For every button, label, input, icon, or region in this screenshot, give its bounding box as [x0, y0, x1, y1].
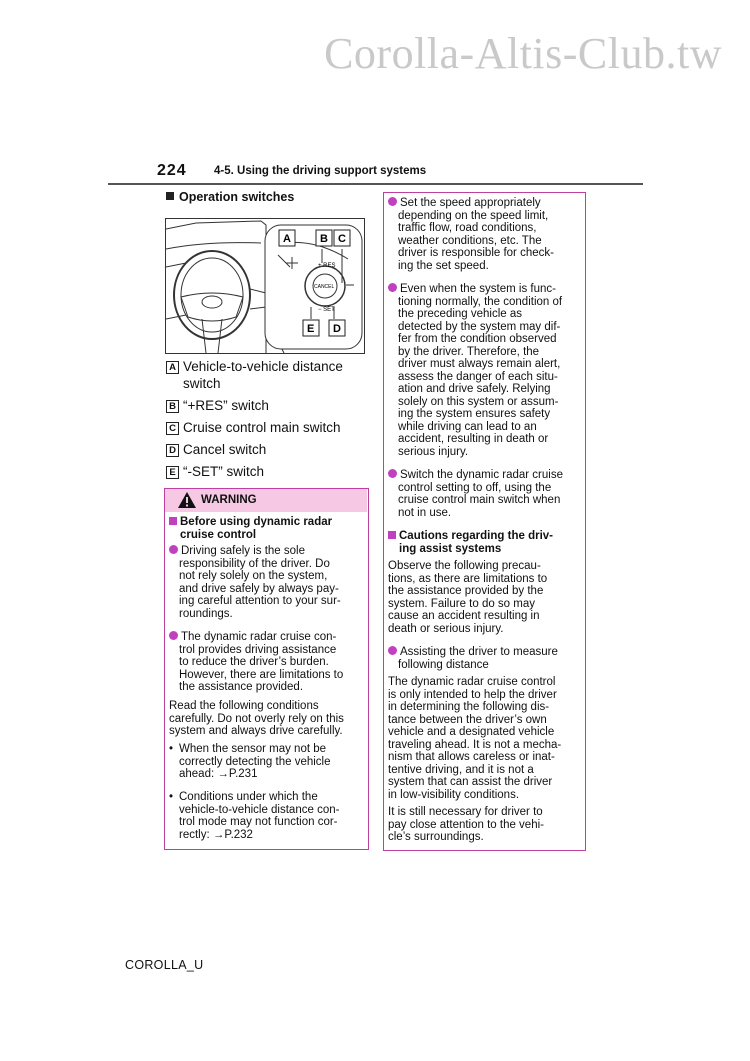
- legend-text-e: “-SET” switch: [183, 464, 264, 479]
- text-line: It is still necessary for driver to: [388, 806, 543, 818]
- text-line: system. Failure to do so may: [388, 597, 535, 610]
- legend-item-e: [166, 463, 264, 480]
- warning-header: [165, 489, 367, 512]
- circle-bullet-icon: [388, 197, 397, 206]
- text-line: ahead:: [179, 768, 215, 780]
- text-line: driver must always remain alert,: [398, 358, 561, 370]
- letter-e: E: [307, 323, 315, 335]
- warning-item-2: [169, 791, 339, 841]
- steering-wheel-illustration: [166, 219, 364, 353]
- cancel-label: CANCEL: [314, 284, 335, 290]
- text-line: system that can assist the driver: [388, 776, 553, 788]
- heading-text: Operation switches: [179, 190, 295, 204]
- legend-text-b: “+RES” switch: [183, 398, 269, 413]
- legend-letter-c: C: [166, 422, 179, 435]
- sub-heading-line: cruise control: [180, 528, 257, 541]
- text-line: serious injury.: [398, 445, 469, 458]
- square-bullet-icon: [169, 517, 177, 525]
- text-line: pay close attention to the vehi-: [388, 818, 544, 831]
- text-line: driver is responsible for check-: [398, 247, 554, 259]
- text-line: correctly detecting the vehicle: [179, 755, 331, 768]
- text-line: tions, as there are limitations to: [388, 572, 548, 585]
- arrow-right-icon: →: [212, 828, 225, 841]
- text-line: Driving safely is the sole: [181, 545, 305, 557]
- square-bullet-icon: [166, 192, 174, 200]
- text-line: Observe the following precau-: [388, 560, 541, 572]
- text-line: ation and drive safely. Relying: [398, 383, 551, 395]
- legend-letter-a: A: [166, 361, 179, 374]
- text-line: cruise control main switch when: [398, 494, 561, 506]
- text-line: nism that allows careless or inat-: [388, 751, 555, 763]
- circle-bullet-icon: [169, 631, 178, 640]
- legend-letter-b: B: [166, 400, 179, 413]
- operation-switches-heading: [166, 190, 294, 204]
- text-line: ing careful attention to your sur-: [179, 595, 341, 607]
- text-line: cle’s surroundings.: [388, 831, 484, 843]
- text-line: ing the system ensures safety: [398, 408, 551, 420]
- warning-bullet-2: [169, 631, 343, 694]
- text-line: in low-visibility conditions.: [388, 788, 520, 801]
- legend-item-c: [166, 419, 341, 436]
- letter-d: D: [333, 323, 341, 335]
- text-line: cause an accident resulting in: [388, 610, 540, 622]
- text-line: accident, resulting in death or: [398, 433, 549, 445]
- text-line: traffic flow, road conditions,: [398, 222, 537, 234]
- letter-b: B: [320, 233, 328, 245]
- text-line: Set the speed appropriately: [400, 197, 541, 209]
- page-number: 224: [157, 162, 187, 179]
- section-title: 4-5. Using the driving support systems: [214, 165, 427, 177]
- legend-text-a-line2: switch: [183, 376, 221, 391]
- dot-bullet: •: [169, 743, 174, 755]
- text-line: control setting to off, using the: [398, 481, 552, 494]
- right-paragraph-1: [388, 560, 547, 635]
- steering-wheel-diagram: [165, 218, 365, 354]
- legend-letter-e: E: [166, 466, 179, 479]
- text-line: death or serious injury.: [388, 622, 504, 635]
- text-line: However, there are limitations to: [179, 668, 344, 681]
- text-line: carefully. Do not overly rely on this: [169, 712, 344, 725]
- text-line: while driving can lead to an: [398, 420, 537, 433]
- legend-item-a: [166, 358, 343, 392]
- text-line: by the driver. Therefore, the: [398, 345, 540, 358]
- text-line: fer from the condition observed: [398, 333, 557, 345]
- circle-bullet-icon: [388, 283, 397, 292]
- text-line: Conditions under which the: [179, 791, 318, 803]
- text-line: vehicle and a designated vehicle: [388, 726, 555, 738]
- text-line: the assistance provided by the: [388, 585, 544, 597]
- letter-a: A: [283, 233, 291, 245]
- legend-item-d: [166, 441, 266, 458]
- warning-triangle-icon: [177, 491, 197, 509]
- text-line: the assistance provided.: [179, 681, 304, 693]
- res-label: + RES: [318, 263, 336, 269]
- text-line: traveling ahead. It is not a mecha-: [388, 738, 562, 751]
- legend-text-d: Cancel switch: [183, 442, 267, 457]
- text-line: The dynamic radar cruise con-: [181, 631, 337, 643]
- warning-title: WARNING: [201, 494, 257, 506]
- text-line: Assisting the driver to measure: [400, 646, 558, 658]
- text-line: ing the set speed.: [398, 259, 489, 272]
- watermark: Corolla-Altis-Club.tw: [324, 29, 722, 78]
- page-reference-link[interactable]: P.232: [224, 828, 253, 841]
- legend-item-b: [166, 397, 269, 414]
- warning-paragraph: [169, 700, 344, 738]
- right-bullet-1: [388, 197, 554, 272]
- text-line: tioning normally, the condition of: [398, 295, 563, 308]
- text-line: The dynamic radar cruise control: [388, 676, 556, 688]
- sub-heading-line: Cautions regarding the driv-: [399, 530, 553, 542]
- text-line: following distance: [398, 658, 489, 671]
- text-line: roundings.: [179, 607, 233, 620]
- circle-bullet-icon: [388, 469, 397, 478]
- warning-bullet-1: [169, 545, 341, 620]
- text-line: trol provides driving assistance: [179, 643, 337, 656]
- text-line: not in use.: [398, 506, 452, 519]
- sub-heading-line: Before using dynamic radar: [180, 516, 333, 528]
- text-line: When the sensor may not be: [179, 743, 327, 755]
- text-line: is only intended to help the driver: [388, 688, 557, 701]
- text-line: system and always drive carefully.: [169, 725, 343, 737]
- text-line: rectly:: [179, 828, 210, 841]
- text-line: weather conditions, etc. The: [398, 234, 542, 247]
- circle-bullet-icon: [388, 646, 397, 655]
- square-bullet-icon: [388, 531, 396, 539]
- text-line: trol mode may not function cor-: [179, 816, 338, 828]
- right-paragraph-2: [388, 676, 561, 801]
- text-line: vehicle-to-vehicle distance con-: [179, 803, 340, 816]
- legend-text-a-line1: Vehicle-to-vehicle distance: [183, 359, 343, 374]
- text-line: responsibility of the driver. Do: [179, 557, 330, 570]
- text-line: tance between the driver’s own: [388, 713, 547, 726]
- text-line: tentive driving, and it is not a: [388, 763, 534, 776]
- right-bullet-3: [388, 469, 563, 519]
- sub-heading-line: ing assist systems: [399, 542, 502, 555]
- text-line: in determining the following dis-: [388, 701, 550, 713]
- text-line: Read the following conditions: [169, 700, 319, 712]
- set-label: − SET: [318, 307, 335, 313]
- text-line: Switch the dynamic radar cruise: [400, 469, 563, 481]
- text-line: detected by the system may dif-: [398, 320, 561, 333]
- letter-c: C: [338, 233, 346, 245]
- right-bullet-2: [388, 283, 562, 458]
- text-line: the preceding vehicle as: [398, 308, 523, 320]
- dot-bullet: •: [169, 791, 174, 803]
- circle-bullet-icon: [169, 545, 178, 554]
- text-line: Even when the system is func-: [400, 283, 556, 295]
- page-reference-link[interactable]: P.231: [228, 768, 258, 780]
- legend-text-c: Cruise control main switch: [183, 420, 341, 435]
- right-sub-heading: [388, 530, 553, 555]
- header-rule: [108, 183, 643, 185]
- text-line: not rely solely on the system,: [179, 570, 328, 582]
- legend-letter-d: D: [166, 444, 179, 457]
- right-bullet-4: [388, 646, 558, 671]
- text-line: solely on this system or assum-: [398, 395, 559, 408]
- text-line: assess the danger of each situ-: [398, 370, 558, 383]
- footer-model-code: COROLLA_U: [125, 958, 204, 972]
- text-line: depending on the speed limit,: [398, 209, 549, 222]
- warning-item-1: [169, 743, 331, 781]
- arrow-right-icon: →: [217, 768, 229, 780]
- text-line: to reduce the driver’s burden.: [179, 656, 329, 668]
- text-line: and drive safely by always pay-: [179, 582, 339, 595]
- warning-sub-heading: [169, 516, 332, 541]
- right-paragraph-3: [388, 806, 544, 844]
